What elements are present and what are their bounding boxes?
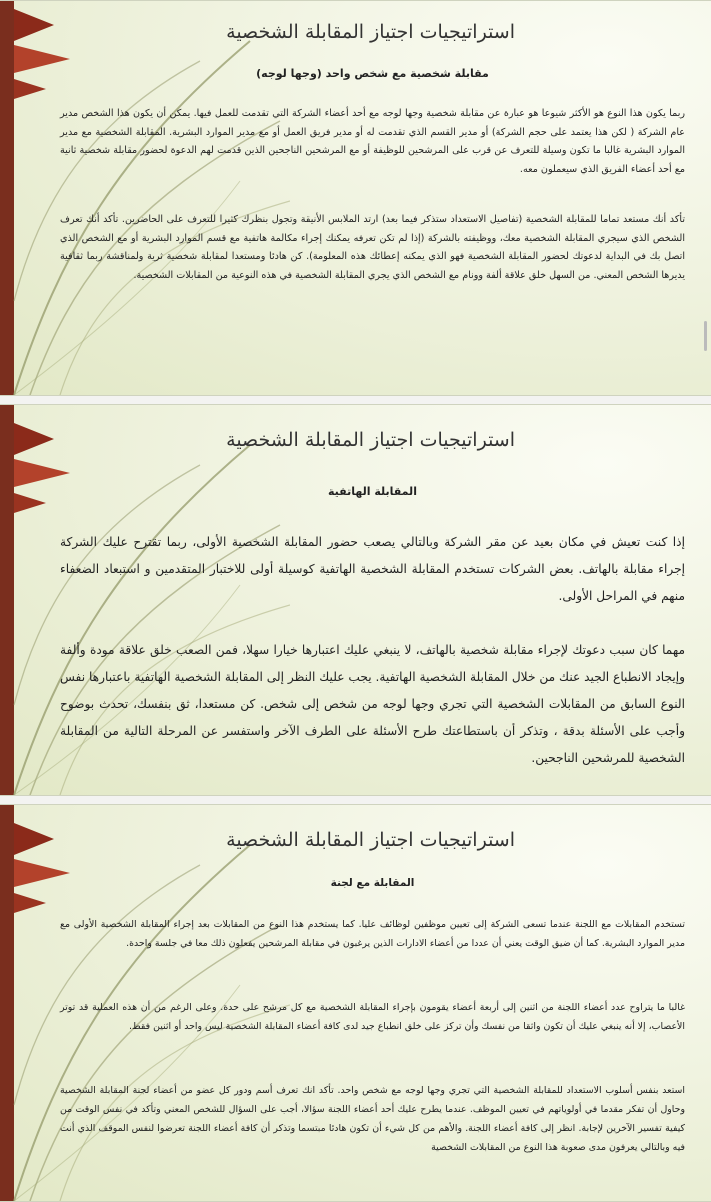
slide-title: استراتيجيات اجتياز المقابلة الشخصية	[226, 21, 515, 43]
slide-subtitle: مقابلة شخصية مع شخص واحد (وجها لوجه)	[256, 67, 489, 80]
slide-accent-bar	[0, 405, 14, 795]
chevron-decoration-icon	[14, 1, 94, 121]
paragraph: غالبا ما يتراوح عدد أعضاء اللجنة من اثنين إلى أربعة أعضاء يقومون بإجراء المقابلة الشخصية مع كل مرشح على حدة. وعلى الرغم من أن هذه العملية قد توتر الأعصاب، إلا أنه ينبغي عليك أن تكون واثقا من نفسك وأن تركز على خلق انطباع جيد لدى كافة أعضاء المقابلة الشخصية ليس واحد أو اثنين فقط.	[60, 1002, 685, 1032]
slide-2	[0, 404, 711, 796]
slide-title: استراتيجيات اجتياز المقابلة الشخصية	[226, 429, 515, 451]
slide-accent-bar	[0, 805, 14, 1201]
slide-3	[0, 804, 711, 1202]
paragraph: استعد بنفس أسلوب الاستعداد للمقابلة الشخصية التي تجري وجها لوجه مع شخص واحد. تأكد انك تعرف أسم ودور كل عضو من أعضاء لجنة المقابلة الشخصية وحاول أن تفكر مقدما في أولوياتهم في تعيين الموظف. عندما يطرح عليك أحد أعضاء اللجنة سؤالا، أجب على السؤال للشخص المعني وتأكد في نفس الوقت من كيفية تفسير الآخرين لإجابة. انظر إلى كافة أعضاء اللجنة. والأهم من كل شيء أن تكون هادئا مبتسما وتذكر أن كافة أعضاء اللجنة تعرضوا لنفس الموقف الذي أنت فيه وبالتالي يعرفون مدى صعوبة هذا النوع من المقابلات الشخصية	[60, 1085, 685, 1153]
slide-subtitle: المقابلة مع لجنة	[330, 877, 415, 889]
paragraph: إذا كنت تعيش في مكان بعيد عن مقر الشركة وبالتالي يصعب حضور المقابلة الشخصية الأولى، ربما تقترح عليك الشركة إجراء مقابلة بالهاتف. بعض الشركات تستخدم المقابلة الشخصية الهاتفية كوسيلة أولى للاختبار المتقدمين و استبعاد الضعفاء منهم في المراحل الأولى.	[60, 535, 685, 603]
scrollbar-thumb[interactable]	[704, 321, 707, 351]
paragraph: تأكد أنك مستعد تماما للمقابلة الشخصية (تفاصيل الاستعداد ستذكر فيما بعد) ارتد الملابس الأنيقة وتجول بنظرك كثيرا للتعرف على الحاضرين. تأكد أنك تعرف الشخص الذي سيجري المقابلة الشخصية معك، ووظيفته بالشركة (إذا لم تكن تعرفه يمكنك إجراء مكالمة هاتفية مع قسم الموارد البشرية أو مع الشخص الذي اتصل بك في البداية لدعوتك لحضور المقابلة الشخصية فهو الذي يمكنه إعطائك هذه المعلومة). كن هادئا ومستعدا لمقابلة شخصية ثرية ولمناقشة ربما ثقافية يديرها الشخص المعني. من السهل خلق علاقة ألفة وونام مع الشخص الذي يجري المقابلة الشخصية في هذه النوعية من المقابلات الشخصية.	[60, 214, 685, 281]
slide-accent-bar	[0, 1, 14, 395]
slide-subtitle: المقابلة الهاتفية	[328, 485, 417, 498]
paragraph: ربما يكون هذا النوع هو الأكثر شيوعا هو عبارة عن مقابلة شخصية وجها لوجه مع أحد أعضاء الشركة التي تقدمت للعمل فيها. يمكن أن يكون هذا الشخص مدير عام الشركة ( لكن هذا يعتمد على حجم الشركة) أو مدير القسم الذي تقدمت له أو مدير فريق العمل أو مع مدير الموارد البشرية. المقابلة الشخصية مع مدير الموارد البشرية غالبا ما تكون وسيلة للتعرف عن قرب على المرشحين للوظيفة أو مع المرشحين الناجحين الذين قدمت لهم الدعوة لحضور مقابلة شخصية ثانية مع أحد أعضاء الفريق الذي سيعملون معه.	[60, 108, 685, 175]
slide-1	[0, 0, 711, 396]
paragraph: تستخدم المقابلات مع اللجنة عندما تسعى الشركة إلى تعيين موظفين لوظائف عليا. كما يستخدم هذا النوع من المقابلات بعد إجراء المقابلة الشخصية الأولى مع مدير الموارد البشرية. كما أن ضيق الوقت يعني أن عددا من أعضاء الادارات الذين يرغبون في مقابلة المرشحين يفعلون ذلك معا في جلسة واحدة.	[60, 919, 685, 949]
paragraph: مهما كان سبب دعوتك لإجراء مقابلة شخصية بالهاتف، لا ينبغي عليك اعتبارها خيارا سهلا، فمن الصعب خلق علاقة مودة وألفة وإيجاد الانطباع الجيد عنك من خلال المقابلة الشخصية الهاتفية. يجب عليك النظر إلى المقابلة الشخصية الهاتفية باعتبارها نفس النوع السابق من المقابلات الشخصية التي تجري وجها لوجه من شخص إلى شخص. كن مستعدا، ثق بنفسك، تحدث بوضوح وأجب على الأسئلة بدقة ، وتذكر أن باستطاعتك طرح الأسئلة على الطرف الآخر واستفسر عن المرحلة التالية من المقابلة الشخصية للمرشحين الناجحين.	[60, 643, 685, 765]
slide-title: استراتيجيات اجتياز المقابلة الشخصية	[226, 829, 515, 851]
